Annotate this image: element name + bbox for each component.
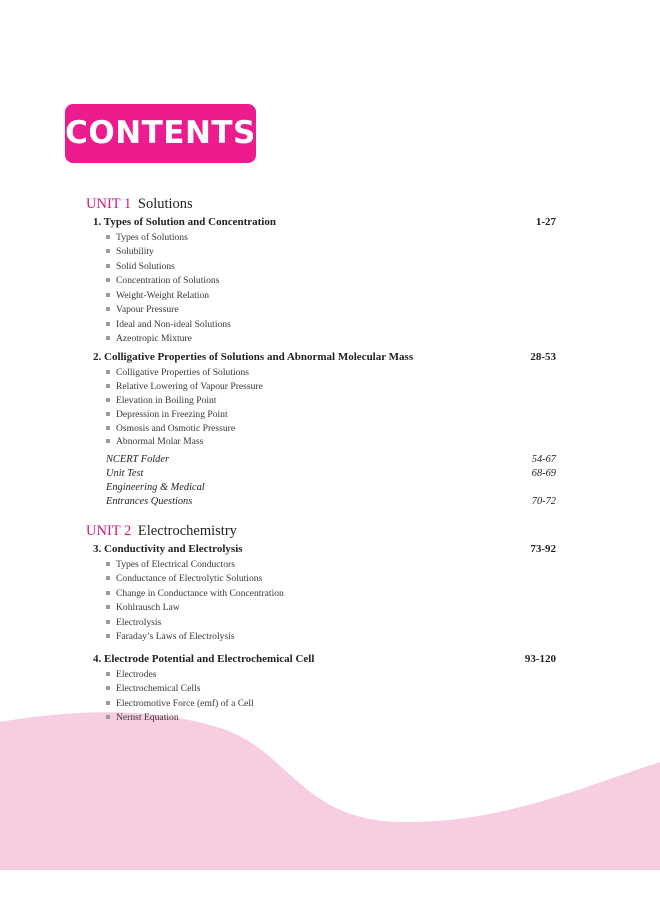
decorative-wave [0, 700, 660, 904]
extra-pages: 54-67 [531, 454, 556, 465]
topic-item: Abnormal Molar Mass [106, 435, 203, 448]
bullet-icon [106, 439, 110, 443]
bullet-icon [106, 715, 110, 719]
topic-item: Change in Conductance with Concentration [106, 587, 284, 600]
chapter-title: 4. Electrode Potential and Electrochemical Cell [93, 653, 315, 665]
topic-item: Kohlrausch Law [106, 601, 180, 614]
bullet-icon [106, 591, 110, 595]
topic-item: Ideal and Non-ideal Solutions [106, 318, 231, 331]
chapter-pages: 1-27 [535, 216, 556, 228]
bullet-icon [106, 412, 110, 416]
bullet-icon [106, 336, 110, 340]
topic-item: Depression in Freezing Point [106, 408, 228, 421]
chapter-title: 3. Conductivity and Electrolysis [93, 543, 243, 555]
bullet-icon [106, 322, 110, 326]
bullet-icon [106, 634, 110, 638]
chapter-pages: 93-120 [524, 653, 556, 665]
extra-entry-entrances[interactable] [106, 481, 556, 509]
bullet-icon [106, 384, 110, 388]
bullet-icon [106, 701, 110, 705]
topic-item: Electrolysis [106, 616, 161, 629]
topic-item: Relative Lowering of Vapour Pressure [106, 380, 263, 393]
unit-label: UNIT 1 [86, 196, 132, 212]
bullet-icon [106, 576, 110, 580]
bullet-icon [106, 293, 110, 297]
extra-pages: 70-72 [531, 496, 556, 507]
extra-title: Unit Test [106, 468, 144, 479]
bullet-icon [106, 278, 110, 282]
topic-item: Concentration of Solutions [106, 274, 219, 287]
chapter-pages: 73-92 [530, 543, 556, 555]
bullet-icon [106, 672, 110, 676]
topic-item: Colligative Properties of Solutions [106, 366, 249, 379]
topic-item: Electrodes [106, 668, 157, 681]
bullet-icon [106, 562, 110, 566]
extra-pages: 68-69 [531, 468, 556, 479]
chapter-title: 1. Types of Solution and Concentration [93, 216, 276, 228]
unit-name: Solutions [137, 196, 193, 212]
topic-item: Elevation in Boiling Point [106, 394, 216, 407]
topic-item: Conductance of Electrolytic Solutions [106, 572, 262, 585]
chapter-entry[interactable] [93, 215, 556, 230]
unit-label: UNIT 2 [86, 523, 132, 539]
bullet-icon [106, 620, 110, 624]
chapter-entry[interactable] [93, 652, 556, 667]
unit-2-heading [86, 523, 237, 540]
topic-item: Solid Solutions [106, 260, 175, 273]
topic-item: Electrochemical Cells [106, 682, 200, 695]
chapter-title: 2. Colligative Properties of Solutions and Abnormal Molecular Mass [93, 351, 414, 363]
contents-heading: CONTENTS [65, 104, 256, 163]
topic-item: Types of Solutions [106, 231, 188, 244]
chapter-entry[interactable] [93, 350, 556, 365]
bullet-icon [106, 235, 110, 239]
bullet-icon [106, 686, 110, 690]
extra-title: Engineering & Medical [106, 482, 205, 493]
topic-item: Azeotropic Mixture [106, 332, 192, 345]
chapter-pages: 28-53 [530, 351, 556, 363]
topic-item: Electromotive Force (emf) of a Cell [106, 697, 254, 710]
extra-title: NCERT Folder [106, 454, 170, 465]
bullet-icon [106, 426, 110, 430]
topic-item: Vapour Pressure [106, 303, 179, 316]
extra-title-line-2: Entrances Questions [106, 496, 193, 507]
bullet-icon [106, 307, 110, 311]
topic-item: Solubility [106, 245, 154, 258]
extra-entry-unit-test[interactable] [106, 467, 556, 481]
chapter-entry[interactable] [93, 542, 556, 557]
topic-item: Types of Electrical Conductors [106, 558, 235, 571]
bullet-icon [106, 605, 110, 609]
bullet-icon [106, 398, 110, 402]
extra-entry-ncert-folder[interactable] [106, 453, 556, 467]
topic-item: Osmosis and Osmotic Pressure [106, 422, 235, 435]
topic-item: Weight-Weight Relation [106, 289, 209, 302]
unit-name: Electrochemistry [137, 523, 237, 539]
topic-item: Faraday’s Laws of Electrolysis [106, 630, 235, 643]
bullet-icon [106, 264, 110, 268]
unit-1-heading [86, 196, 193, 213]
bullet-icon [106, 249, 110, 253]
bullet-icon [106, 370, 110, 374]
topic-item: Nernst Equation [106, 711, 179, 724]
